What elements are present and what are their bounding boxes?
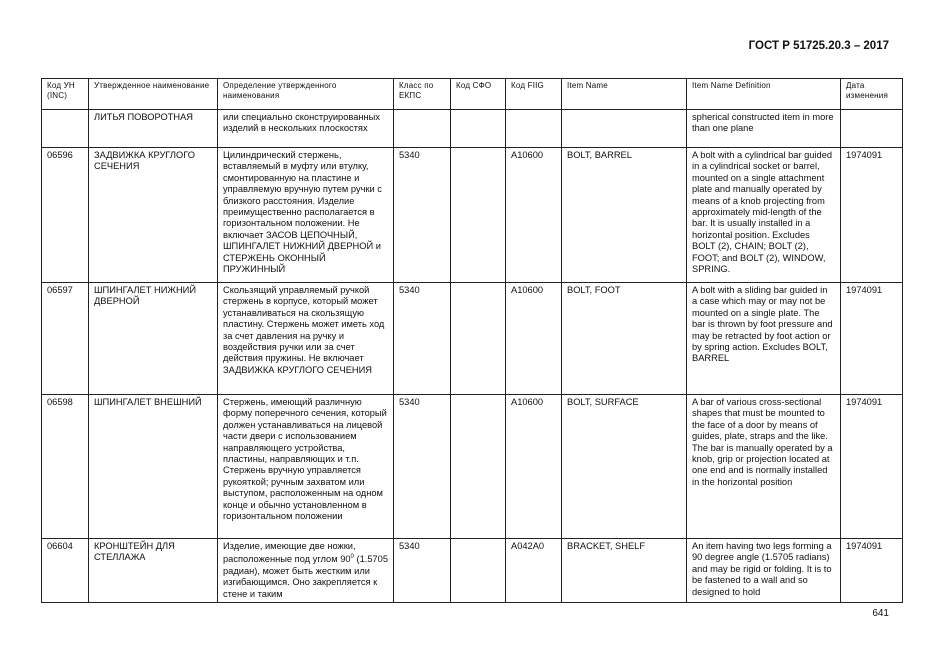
cell-item-definition: A bolt with a sliding bar guided in a case which may or may not be mounted on a single plate. The bar is thrown by foot pressure and may be retracted by foot action or by spring action. Excludes BOLT, BARREL [687,283,841,395]
cell-name: ШПИНГАЛЕТ НИЖНИЙ ДВЕРНОЙ [89,283,218,395]
cell-item-definition: A bar of various cross-sectional shapes that must be mounted to the face of a door by means of guides, plate, straps and the like. The bar is manually operated by a knob, grip or projection located at one end and is normally installed in the horizontal position [687,395,841,539]
column-header-definition: Определение утвержденного наименования [218,79,394,110]
cell-item-name: BOLT, FOOT [562,283,687,395]
cell-inc [42,110,89,148]
cell-fiig: A10600 [506,148,562,283]
column-header-sfo: Код СФО [451,79,506,110]
table-row [42,539,903,603]
cell-sfo [451,110,506,148]
cell-sfo [451,395,506,539]
cell-sfo [451,539,506,603]
cell-date: 1974091 [841,283,903,395]
cell-name: ШПИНГАЛЕТ ВНЕШНИЙ [89,395,218,539]
cell-ekps: 5340 [394,148,451,283]
table-row [42,148,903,283]
column-header-item-definition: Item Name Definition [687,79,841,110]
cell-inc: 06597 [42,283,89,395]
column-header-fiig: Код FIIG [506,79,562,110]
cell-date: 1974091 [841,148,903,283]
classification-table [41,78,903,603]
document-standard-number: ГОСТ Р 51725.20.3 – 2017 [748,40,889,52]
column-header-name: Утвержденное наименование [89,79,218,110]
cell-item-name: BOLT, BARREL [562,148,687,283]
table-row [42,395,903,539]
cell-item-name: BRACKET, SHELF [562,539,687,603]
cell-fiig: A042A0 [506,539,562,603]
cell-definition: Стержень, имеющий различную форму поперечного сечения, который должен устанавливаться на лицевой части двери с использованием направляющего устройства, пластины, направляющих и т.п. Стержень вручную управляется рукояткой; ручным захватом или выступом, расположенным на одном конце и обычно установленном в горизонтальном положении [218,395,394,539]
table-header-row [42,79,903,110]
cell-ekps [394,110,451,148]
cell-definition: Изделие, имеющие две ножки, расположенные под углом $90^0$ (1.5705 радиан), может быть жестким или изгибающимся. Оно закрепляется к стене и таким [218,539,394,603]
cell-item-name [562,110,687,148]
column-header-item-name: Item Name [562,79,687,110]
cell-item-definition: An item having two legs forming a 90 degree angle (1.5705 radians) and may be rigid or folding. It is to be fastened to a wall and so designed to hold [687,539,841,603]
cell-fiig [506,110,562,148]
column-header-ekps: Класс по ЕКПС [394,79,451,110]
table-row [42,283,903,395]
cell-name: ЗАДВИЖКА КРУГЛОГО СЕЧЕНИЯ [89,148,218,283]
cell-ekps: 5340 [394,539,451,603]
cell-item-definition: A bolt with a cylindrical bar guided in a cylindrical socket or barrel, mounted on a single attachment plate and manually operated by means of a knob projecting from approximately mid-length of the bar. It is usually installed in a horizontal position. Excludes BOLT (2), CHAIN; BOLT (2), FOOT; and BOLT (2), WINDOW, SPRING. [687,148,841,283]
cell-date: 1974091 [841,395,903,539]
cell-sfo [451,283,506,395]
cell-definition: Скользящий управляемый ручкой стержень в корпусе, который может устанавливаться на скользящую пластину. Стержень может иметь ход за счет давления на ручку и воздействия ручки или за счет действия пружины. Не включает ЗАДВИЖКА КРУГЛОГО СЕЧЕНИЯ [218,283,394,395]
cell-fiig: A10600 [506,395,562,539]
page-number: 641 [872,608,889,619]
cell-item-name: BOLT, SURFACE [562,395,687,539]
cell-name: КРОНШТЕЙН ДЛЯ СТЕЛЛАЖА [89,539,218,603]
cell-definition: или специально сконструированных изделий в нескольких плоскостях [218,110,394,148]
cell-date: 1974091 [841,539,903,603]
cell-name: ЛИТЬЯ ПОВОРОТНАЯ [89,110,218,148]
cell-fiig: A10600 [506,283,562,395]
table-row-continuation [42,110,903,148]
column-header-date: Дата изменения [841,79,903,110]
cell-sfo [451,148,506,283]
cell-ekps: 5340 [394,395,451,539]
cell-inc: 06604 [42,539,89,603]
cell-item-definition: spherical constructed item in more than one plane [687,110,841,148]
cell-definition: Цилиндрический стержень, вставляемый в муфту или втулку, смонтированную на пластине и управляемую вручную путем ручки с близкого расстояния. Изделие преимущественно располагается в горизонтальном положении. Не включает ЗАСОВ ЦЕПОЧНЫЙ, ШПИНГАЛЕТ НИЖНИЙ ДВЕРНОЙ и СТЕРЖЕНЬ ОКОННЫЙ ПРУЖИННЫЙ [218,148,394,283]
cell-ekps: 5340 [394,283,451,395]
cell-date [841,110,903,148]
cell-inc: 06598 [42,395,89,539]
column-header-inc: Код УН (INC) [42,79,89,110]
cell-inc: 06596 [42,148,89,283]
